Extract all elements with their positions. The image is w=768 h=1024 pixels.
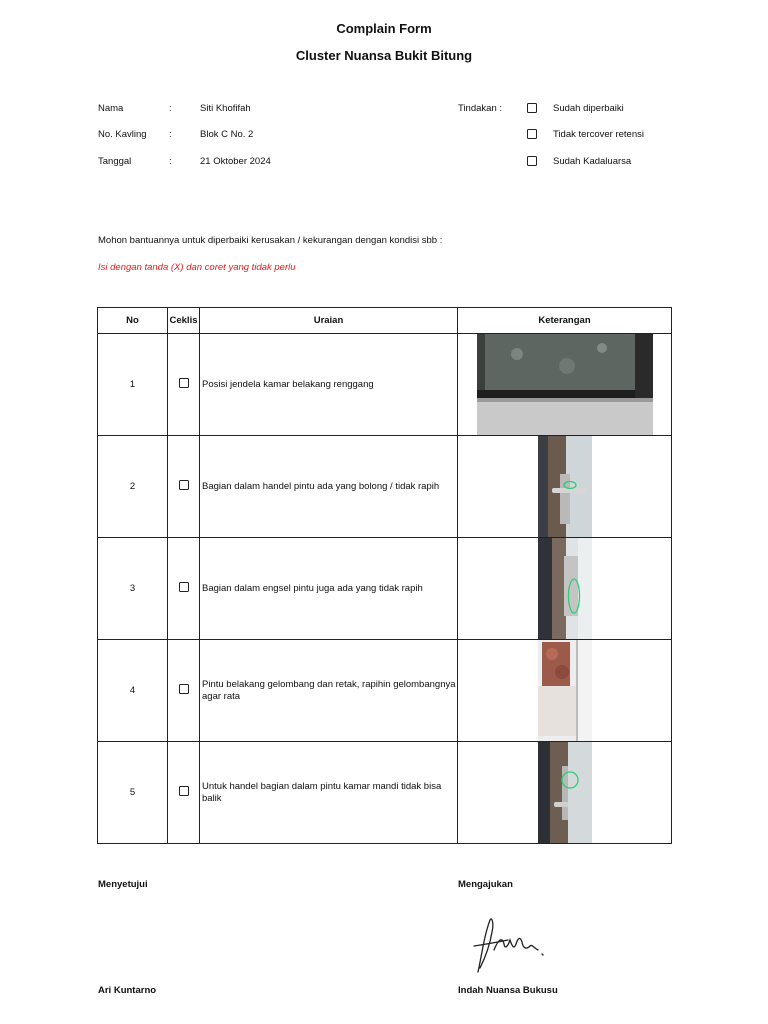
row-checkbox[interactable] (179, 786, 189, 796)
header-keterangan: Keterangan (458, 308, 672, 334)
back-door-photo (538, 640, 592, 741)
bathroom-handle-photo (538, 742, 592, 843)
instructions-text: Mohon bantuannya untuk diperbaiki kerusakan / kekurangan dengan kondisi sbb : (98, 235, 443, 246)
row-checkbox[interactable] (179, 378, 189, 388)
nama-label: Nama (98, 103, 124, 114)
row-uraian-cell (200, 640, 458, 742)
row-uraian-cell (200, 436, 458, 538)
table-row (98, 436, 672, 538)
header-ceklis: Ceklis (168, 308, 200, 334)
row-keterangan-cell (458, 538, 672, 640)
row-checkbox-cell (168, 436, 200, 538)
row-uraian: Bagian dalam engsel pintu juga ada yang tidak rapih (202, 582, 423, 594)
tanggal-label: Tanggal (98, 156, 132, 167)
row-uraian-cell (200, 538, 458, 640)
kavling-value: Blok C No. 2 (200, 129, 254, 140)
door-hinge-photo (538, 538, 592, 639)
row-number: 3 (98, 538, 168, 640)
menyetujui-label: Menyetujui (98, 879, 148, 890)
row-keterangan-cell (458, 436, 672, 538)
tindakan-label: Tindakan : (458, 103, 503, 114)
table-row (98, 640, 672, 742)
tanggal-value: 21 Oktober 2024 (200, 156, 271, 167)
row-uraian: Pintu belakang gelombang dan retak, rapihin gelombangnya agar rata (202, 678, 456, 702)
row-keterangan-cell (458, 334, 672, 436)
submitter-name: Indah Nuansa Bukusu (458, 985, 558, 996)
nama-value: Siti Khofifah (200, 103, 251, 114)
header-uraian: Uraian (200, 308, 458, 334)
row-keterangan-cell (458, 742, 672, 844)
table-row (98, 334, 672, 436)
row-uraian: Untuk handel bagian dalam pintu kamar mandi tidak bisa balik (202, 780, 442, 804)
row-number: 5 (98, 742, 168, 844)
kavling-label: No. Kavling (98, 129, 147, 140)
table-header-row (98, 308, 672, 334)
row-number: 1 (98, 334, 168, 436)
row-checkbox-cell (168, 640, 200, 742)
option-sudah-kadaluarsa: Sudah Kadaluarsa (553, 156, 632, 167)
table-row (98, 538, 672, 640)
door-handle-photo (538, 436, 592, 537)
approver-name: Ari Kuntarno (98, 985, 157, 996)
window-photo (477, 334, 653, 435)
row-checkbox[interactable] (179, 684, 189, 694)
mengajukan-label: Mengajukan (458, 879, 513, 890)
row-keterangan-cell (458, 640, 672, 742)
complaint-table (97, 307, 672, 844)
row-uraian-cell (200, 742, 458, 844)
tanggal-separator: : (169, 156, 172, 167)
row-checkbox-cell (168, 742, 200, 844)
row-checkbox[interactable] (179, 582, 189, 592)
checkbox-sudah-kadaluarsa[interactable] (527, 156, 537, 166)
row-checkbox[interactable] (179, 480, 189, 490)
instructions-note: Isi dengan tanda (X) dan coret yang tidak perlu (98, 262, 296, 273)
table-row (98, 742, 672, 844)
checkbox-sudah-diperbaiki[interactable] (527, 103, 537, 113)
row-number: 2 (98, 436, 168, 538)
header-no: No (98, 308, 168, 334)
option-sudah-diperbaiki: Sudah diperbaiki (553, 103, 624, 114)
kavling-separator: : (169, 129, 172, 140)
row-uraian: Bagian dalam handel pintu ada yang bolong / tidak rapih (202, 480, 440, 492)
form-title: Complain Form (336, 21, 432, 36)
row-number: 4 (98, 640, 168, 742)
nama-separator: : (169, 103, 172, 114)
option-tidak-tercover-retensi: Tidak tercover retensi (553, 129, 644, 140)
row-uraian-cell (200, 334, 458, 436)
row-uraian: Posisi jendela kamar belakang renggang (202, 378, 374, 390)
signature-image (468, 910, 548, 980)
checkbox-tidak-tercover-retensi[interactable] (527, 129, 537, 139)
row-checkbox-cell (168, 334, 200, 436)
form-subtitle: Cluster Nuansa Bukit Bitung (295, 48, 473, 63)
row-checkbox-cell (168, 538, 200, 640)
